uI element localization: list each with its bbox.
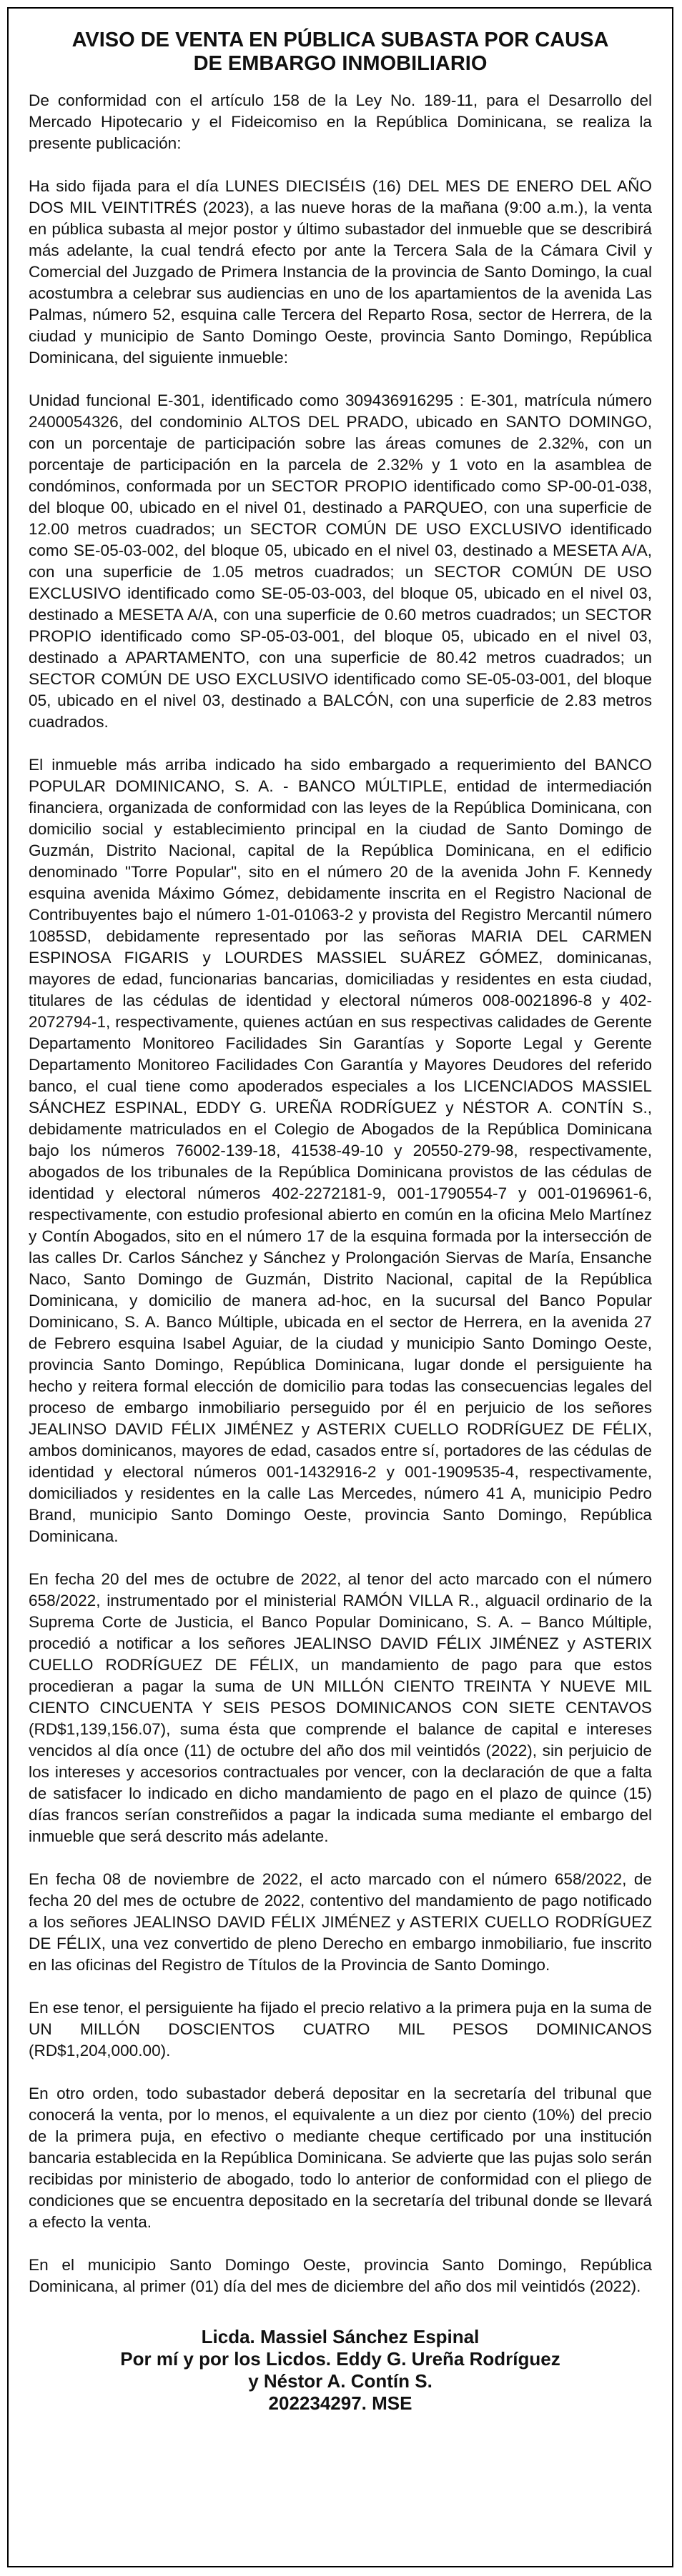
title-line-2: DE EMBARGO INMOBILIARIO bbox=[193, 52, 488, 75]
paragraph-first-bid-price: En ese tenor, el persiguiente ha fijado el precio relativo a la primera puja en la suma de UN MILLÓN DOSCIENTOS CUATRO MIL PESOS DOMINICANOS (RD$1,204,000.00). bbox=[29, 1999, 652, 2060]
signature-name: Licda. Massiel Sánchez Espinal bbox=[201, 2326, 480, 2347]
notice-title bbox=[29, 29, 652, 76]
signature-on-behalf: Por mí y por los Licdos. Eddy G. Ureña Rodríguez bbox=[120, 2348, 560, 2370]
paragraph-place-date: En el municipio Santo Domingo Oeste, provincia Santo Domingo, República Dominicana, al primer (01) día del mes de diciembre del año dos mil veintidós (2022). bbox=[29, 2256, 652, 2295]
paragraph-bid-deposit: En otro orden, todo subastador deberá depositar en la secretaría del tribunal que conocerá la venta, por lo menos, el equivalente a un diez por ciento (10%) del precio de la primera puja, en efectivo o mediante cheque certificado por una institución bancaria establecida en la República Dominicana. Se advierte que las pujas solo serán recibidas por ministerio de abogado, todo lo anterior de conformidad con el pliego de condiciones que se encuentra depositado en la secretaría del tribunal donde se llevará a efecto la venta. bbox=[29, 2085, 652, 2231]
paragraph-payment-order: En fecha 20 del mes de octubre de 2022, al tenor del acto marcado con el número 658/2022, instrumentado por el ministerial RAMÓN VILLA R., alguacil ordinario de la Suprema Corte de Justicia, el Banco Popular Dominicano, S. A. – Banco Múltiple, procedió a notificar a los señores JEALINSO DAVID FÉLIX JIMÉNEZ y ASTERIX CUELLO RODRÍGUEZ DE FÉLIX, un mandamiento de pago para que estos procedieran a pagar la suma de UN MILLÓN CIENTO TREINTA Y NUEVE MIL CIENTO CINCUENTA Y SEIS PESOS DOMINICANOS CON SIETE CENTAVOS (RD$1,139,156.07), suma ésta que comprende el balance de capital e intereses vencidos al día once (11) de octubre del año dos mil veintidós (2022), sin perjuicio de los intereses y accesorios contractuales por vencer, con la declaración de que a falta de satisfacer lo indicado en dicho mandamiento de pago en el plazo de quince (15) días francos serían constreñidos a pagar la indicada suma mediante el embargo del inmueble que será descrito más adelante. bbox=[29, 1570, 652, 1845]
paragraph-legal-basis: De conformidad con el artículo 158 de la Ley No. 189-11, para el Desarrollo del Mercado Hipotecario y el Fideicomiso en la República Dominicana, se realiza la presente publicación: bbox=[29, 91, 652, 152]
paragraph-auction-date: Ha sido fijada para el día LUNES DIECISÉIS (16) DEL MES DE ENERO DEL AÑO DOS MIL VEINTITRÉS (2023), a las nueve horas de la mañana (9:00 a.m.), la venta en pública subasta al mejor postor y último subastador del inmueble que se describirá más adelante, la cual tendrá efecto por ante la Tercera Sala de la Cámara Civil y Comercial del Juzgado de Primera Instancia de la provincia de Santo Domingo, la cual acostumbra a celebrar sus audiencias en uno de los apartamientos de la avenida Las Palmas, número 52, esquina calle Tercera del Reparto Rosa, sector de Herrera, de la ciudad y municipio de Santo Domingo Oeste, provincia Santo Domingo, República Dominicana, del siguiente inmueble: bbox=[29, 177, 652, 366]
signature-co-counsel: y Néstor A. Contín S. bbox=[248, 2370, 433, 2392]
legal-notice bbox=[7, 7, 673, 2567]
paragraph-seizing-party: El inmueble más arriba indicado ha sido embargado a requerimiento del BANCO POPULAR DOMINICANO, S. A. - BANCO MÚLTIPLE, entidad de intermediación financiera, organizada de conformidad con las leyes de la República Dominicana, con domicilio social y establecimiento principal en la ciudad de Santo Domingo de Guzmán, Distrito Nacional, capital de la República Dominicana, en el edificio denominado "Torre Popular", sito en el número 20 de la avenida John F. Kennedy esquina avenida Máximo Gómez, debidamente inscrita en el Registro Nacional de Contribuyentes bajo el número 1-01-01063-2 y provista del Registro Mercantil número 1085SD, debidamente representado por las señoras MARIA DEL CARMEN ESPINOSA FIGARIS y LOURDES MASSIEL SUÁREZ GÓMEZ, dominicanas, mayores de edad, funcionarias bancarias, domiciliadas y residentes en esta ciudad, titulares de las cédulas de identidad y electoral números 008-0021896-8 y 402-2072794-1, respectivamente, quienes actúan en sus respectivas calidades de Gerente Departamento Monitoreo Facilidades Sin Garantías y Soporte Legal y Gerente Departamento Monitoreo Facilidades Con Garantía y Mayores Deudores del referido banco, el cual tiene como apoderados especiales a los LICENCIADOS MASSIEL SÁNCHEZ ESPINAL, EDDY G. UREÑA RODRÍGUEZ y NÉSTOR A. CONTÍN S., debidamente matriculados en el Colegio de Abogados de la República Dominicana bajo los números 76002-139-18, 41538-49-10 y 20550-279-98, respectivamente, abogados de los tribunales de la República Dominicana provistos de las cédulas de identidad y electoral números 402-2272181-9, 001-1790554-7 y 001-0196961-6, respectivamente, con estudio profesional abierto en común en la oficina Melo Martínez y Contín Abogados, sito en el número 17 de la esquina formada por la intersección de las calles Dr. Carlos Sánchez y Sánchez y Prolongación Siervas de María, Ensanche Naco, Santo Domingo de Guzmán, Distrito Nacional, capital de la República Dominicana, y domicilio de manera ad-hoc, en la sucursal del Banco Popular Dominicano, S. A. Banco Múltiple, ubicada en el sector de Herrera, en la avenida 27 de Febrero esquina Isabel Aguiar, de la ciudad y municipio Santo Domingo Oeste, provincia Santo Domingo, República Dominicana, lugar donde el persiguiente ha hecho y reitera formal elección de domicilio para todas las consecuencias legales del proceso de embargo inmobiliario perseguido por él en perjuicio de los señores JEALINSO DAVID FÉLIX JIMÉNEZ y ASTERIX CUELLO RODRÍGUEZ DE FÉLIX, ambos dominicanos, mayores de edad, casados entre sí, portadores de las cédulas de identidad y electoral números 001-1432916-2 y 001-1909535-4, respectivamente, domiciliados y residentes en la calle Las Mercedes, número 41 A, municipio Pedro Brand, municipio Santo Domingo Oeste, provincia Santo Domingo, República Dominicana. bbox=[29, 756, 652, 1545]
title-line-1: AVISO DE VENTA EN PÚBLICA SUBASTA POR CAUSA bbox=[71, 29, 609, 51]
paragraph-property-description: Unidad funcional E-301, identificado como 309436916295 : E-301, matrícula número 2400054326, del condominio ALTOS DEL PRADO, ubicado en SANTO DOMINGO, con un porcentaje de participación sobre las áreas comunes de 2.32%, con un porcentaje de participación en la parcela de 2.32% y 1 voto en la asamblea de condóminos, conformada por un SECTOR PROPIO identificado como SP-00-01-038, del bloque 00, ubicado en el nivel 01, destinado a PARQUEO, con una superficie de 12.00 metros cuadrados; un SECTOR COMÚN DE USO EXCLUSIVO identificado como SE-05-03-002, del bloque 05, ubicado en el nivel 03, destinado a MESETA A/A, con una superficie de 1.05 metros cuadrados; un SECTOR COMÚN DE USO EXCLUSIVO identificado como SE-05-03-003, del bloque 05, ubicado en el nivel 03, destinado a MESETA A/A, con una superficie de 0.60 metros cuadrados; un SECTOR PROPIO identificado como SP-05-03-001, del bloque 05, ubicado en el nivel 03, destinado a APARTAMENTO, con una superficie de 80.42 metros cuadrados; un SECTOR COMÚN DE USO EXCLUSIVO identificado como SE-05-03-001, del bloque 05, ubicado en el nivel 03, destinado a BALCÓN, con una superficie de 2.83 metros cuadrados. bbox=[29, 391, 652, 731]
paragraph-registration: En fecha 08 de noviembre de 2022, el acto marcado con el número 658/2022, de fecha 20 del mes de octubre de 2022, contentivo del mandamiento de pago notificado a los señores JEALINSO DAVID FÉLIX JIMÉNEZ y ASTERIX CUELLO RODRÍGUEZ DE FÉLIX, una vez convertido de pleno Derecho en embargo inmobiliario, fue inscrito en las oficinas del Registro de Títulos de la Provincia de Santo Domingo. bbox=[29, 1870, 652, 1974]
signature-block bbox=[29, 2326, 652, 2415]
signature-reference: 202234297. MSE bbox=[268, 2392, 412, 2414]
